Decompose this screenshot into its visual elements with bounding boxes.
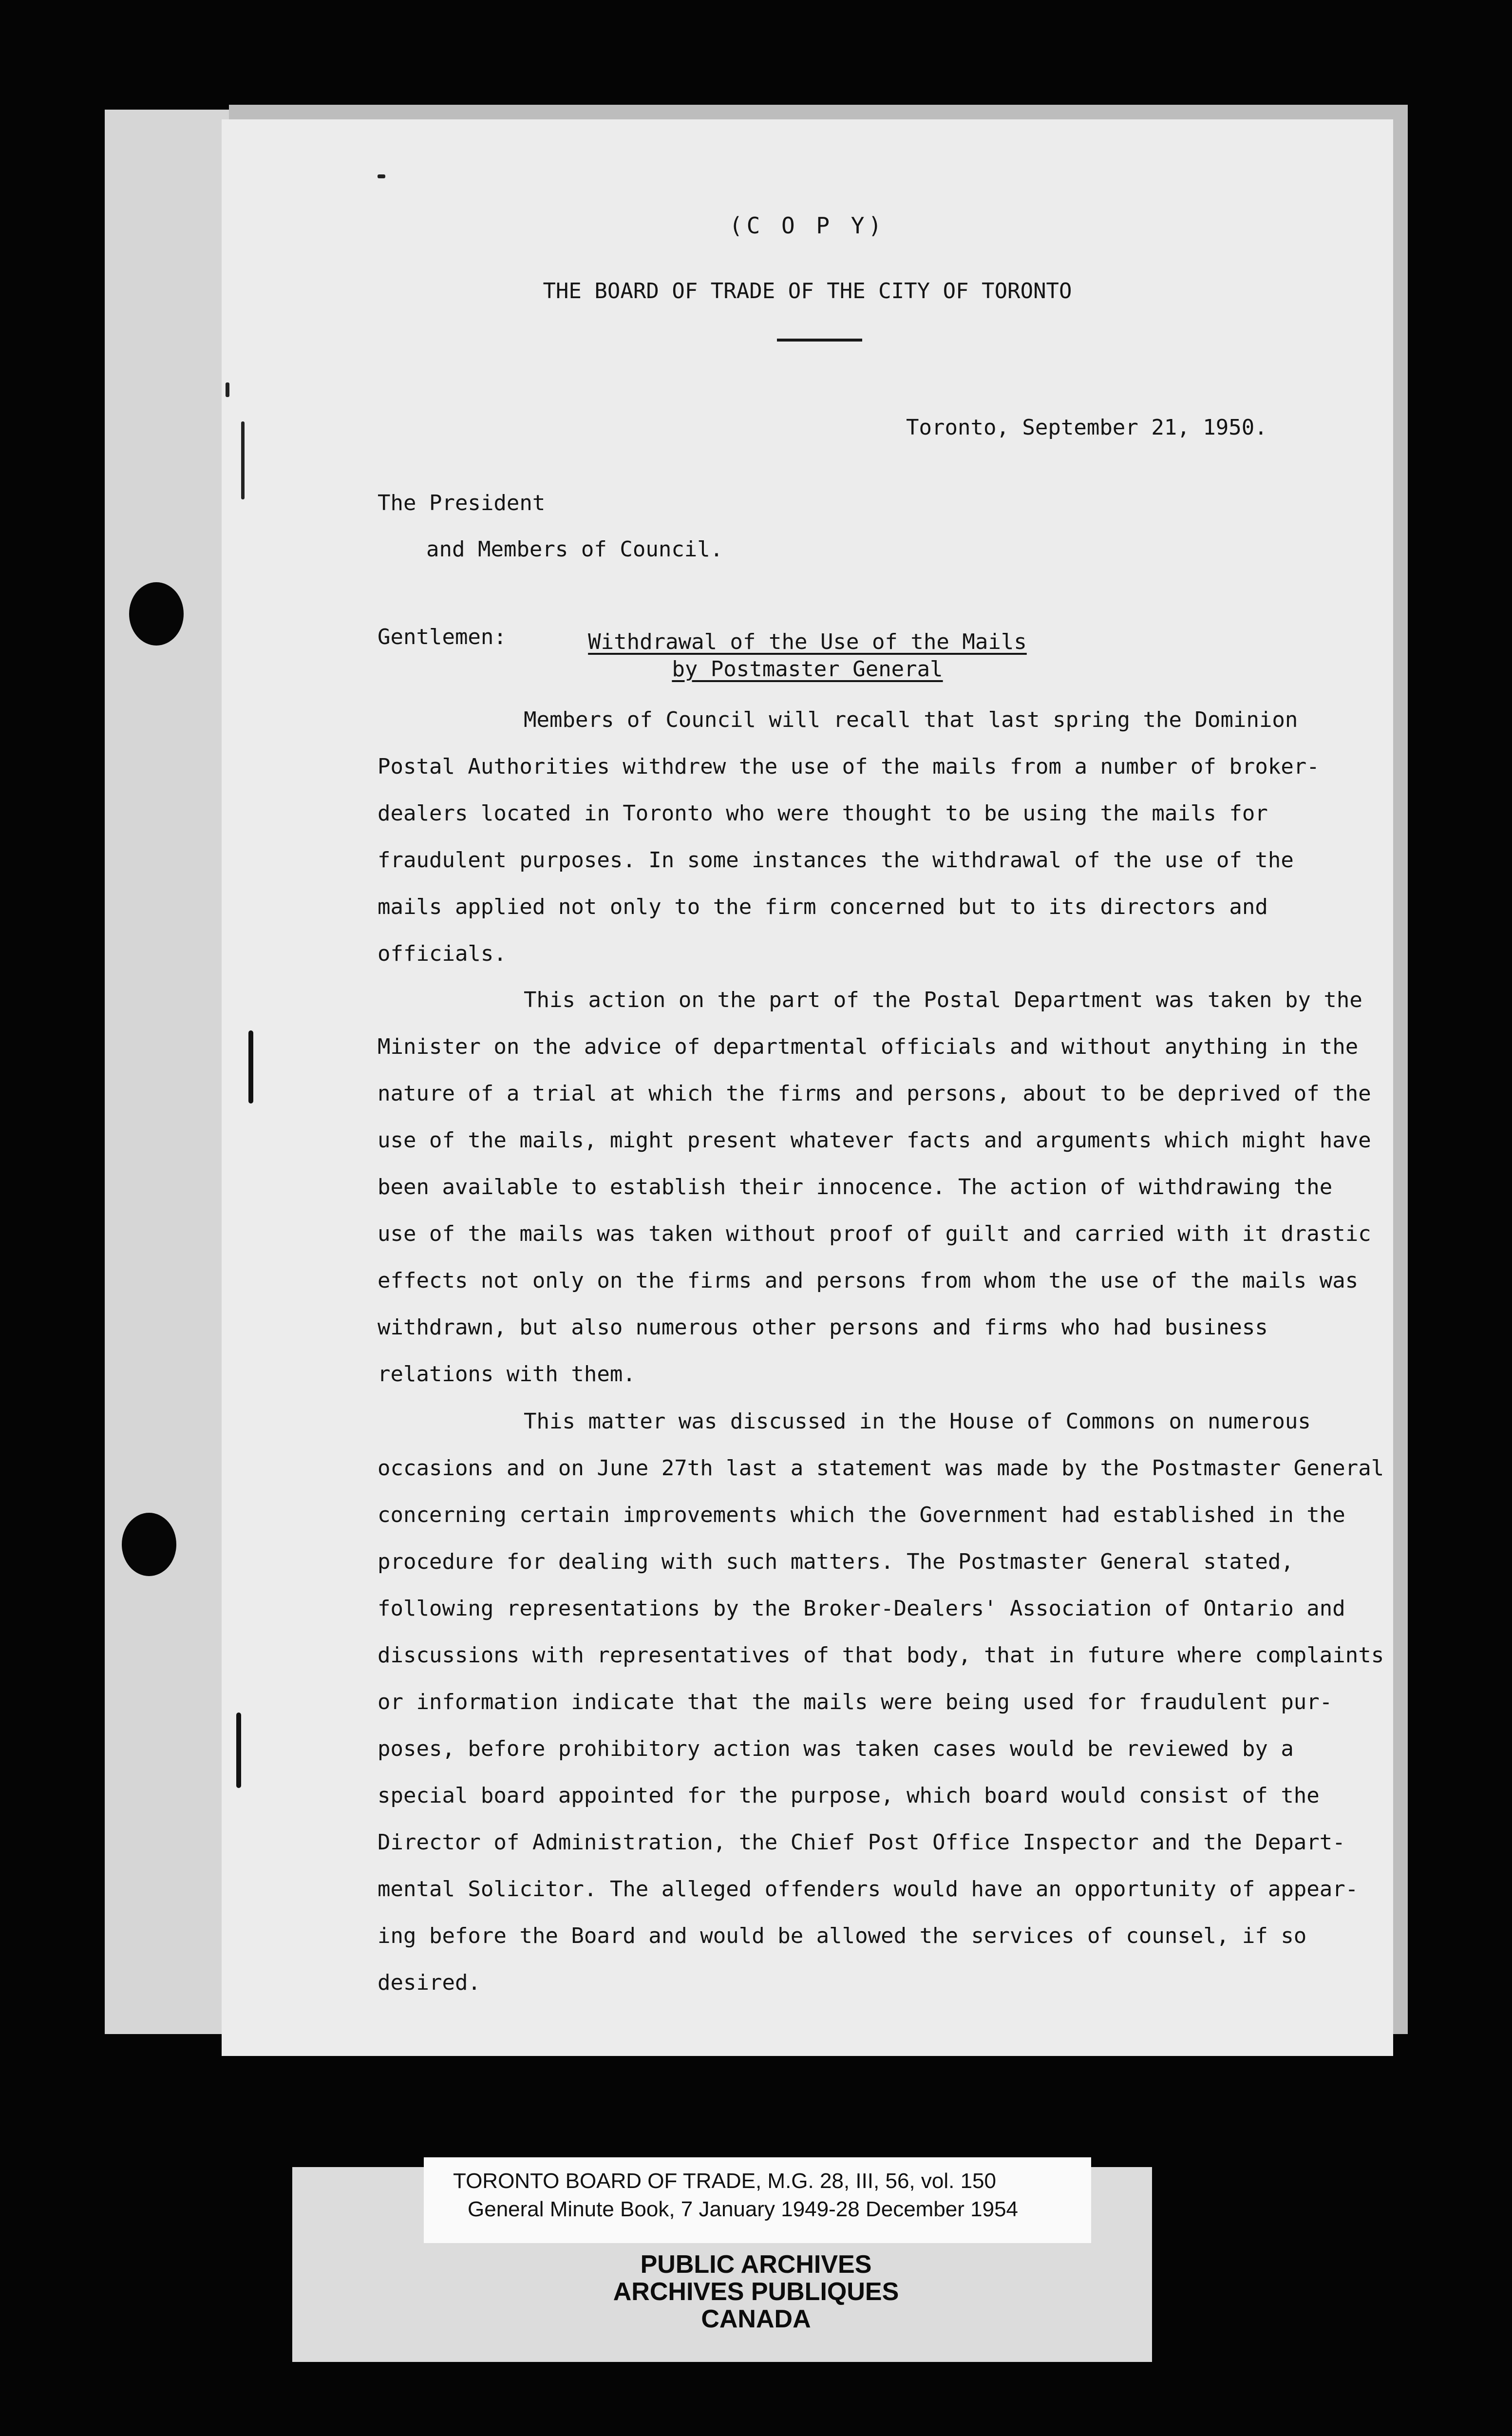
text-line: relations with them.: [378, 1362, 636, 1387]
archive-stamp: [0, 2251, 1512, 2333]
subject-heading: [222, 628, 1393, 683]
addressee-line: and Members of Council.: [426, 537, 723, 562]
text-line: Members of Council will recall that last spring the Dominion: [524, 707, 1298, 732]
text-line: Minister on the advice of departmental officials and without anything in the: [378, 1034, 1359, 1059]
text-line: poses, before prohibitory action was taken cases would be reviewed by a: [378, 1736, 1294, 1761]
text-line: discussions with representatives of that body, that in future where complaints: [378, 1643, 1384, 1668]
text-line: desired.: [378, 1970, 481, 1995]
text-line: following representations by the Broker-Dealers' Association of Ontario and: [378, 1596, 1345, 1621]
text-line: nature of a trial at which the firms and persons, about to be deprived of the: [378, 1081, 1371, 1106]
archive-reference-line: General Minute Book, 7 January 1949-28 December 1954: [468, 2197, 1019, 2221]
text-line: special board appointed for the purpose, which board would consist of the: [378, 1783, 1320, 1808]
text-line: occasions and on June 27th last a statement was made by the Postmaster General: [378, 1456, 1384, 1481]
archive-reference-line: TORONTO BOARD OF TRADE, M.G. 28, III, 56, vol. 150: [453, 2169, 996, 2193]
text-line: procedure for dealing with such matters. The Postmaster General stated,: [378, 1549, 1294, 1574]
text-line: been available to establish their innocence. The action of withdrawing the: [378, 1175, 1333, 1199]
text-line: use of the mails, might present whatever facts and arguments which might have: [378, 1128, 1371, 1153]
archive-stamp-line: CANADA: [701, 2305, 811, 2333]
text-line: fraudulent purposes. In some instances the withdrawal of the use of the: [378, 848, 1294, 873]
text-line: mails applied not only to the firm concerned but to its directors and: [378, 894, 1268, 919]
copy-mark: (C O P Y): [729, 212, 886, 239]
punch-hole: [129, 582, 184, 646]
text-line: dealers located in Toronto who were thought to be using the mails for: [378, 801, 1268, 826]
text-line: withdrawn, but also numerous other persons and firms who had business: [378, 1315, 1268, 1340]
text-line: Postal Authorities withdrew the use of the mails from a number of broker-: [378, 754, 1320, 779]
margin-mark: [378, 174, 385, 178]
body-paragraph: [378, 977, 1371, 1398]
body-paragraph: [378, 1398, 1384, 2006]
text-line: Director of Administration, the Chief Post Office Inspector and the Depart-: [378, 1830, 1345, 1855]
organization-title: THE BOARD OF TRADE OF THE CITY OF TORONTO: [543, 279, 1072, 304]
archive-stamp-line: ARCHIVES PUBLIQUES: [613, 2278, 899, 2306]
letter-date: Toronto, September 21, 1950.: [906, 415, 1267, 440]
margin-mark: [226, 382, 229, 397]
text-line: effects not only on the firms and persons from whom the use of the mails was: [378, 1268, 1359, 1293]
text-line: mental Solicitor. The alleged offenders would have an opportunity of appear-: [378, 1877, 1359, 1902]
text-line: concerning certain improvements which the Government had established in the: [378, 1503, 1345, 1527]
text-line: or information indicate that the mails were being used for fraudulent pur-: [378, 1690, 1333, 1714]
text-line: This action on the part of the Postal Department was taken by the: [524, 988, 1362, 1012]
punch-hole: [122, 1513, 176, 1576]
document-page: [222, 119, 1393, 2056]
archive-stamp-line: PUBLIC ARCHIVES: [640, 2250, 872, 2279]
staple-mark: [248, 1030, 253, 1104]
margin-mark: [241, 421, 245, 499]
title-divider: [777, 339, 862, 342]
text-line: officials.: [378, 941, 507, 966]
addressee-line: The President: [378, 491, 546, 515]
salutation: Gentlemen:: [378, 625, 507, 649]
subject-line: by Postmaster General: [672, 657, 943, 682]
archive-reference-label: [424, 2157, 1091, 2243]
text-line: use of the mails was taken without proof of guilt and carried with it drastic: [378, 1221, 1371, 1246]
text-line: ing before the Board and would be allowed the services of counsel, if so: [378, 1923, 1307, 1948]
body-paragraph: [378, 697, 1318, 977]
text-line: This matter was discussed in the House of Commons on numerous: [524, 1409, 1311, 1434]
subject-line: Withdrawal of the Use of the Mails: [588, 629, 1027, 654]
staple-mark: [236, 1713, 241, 1788]
